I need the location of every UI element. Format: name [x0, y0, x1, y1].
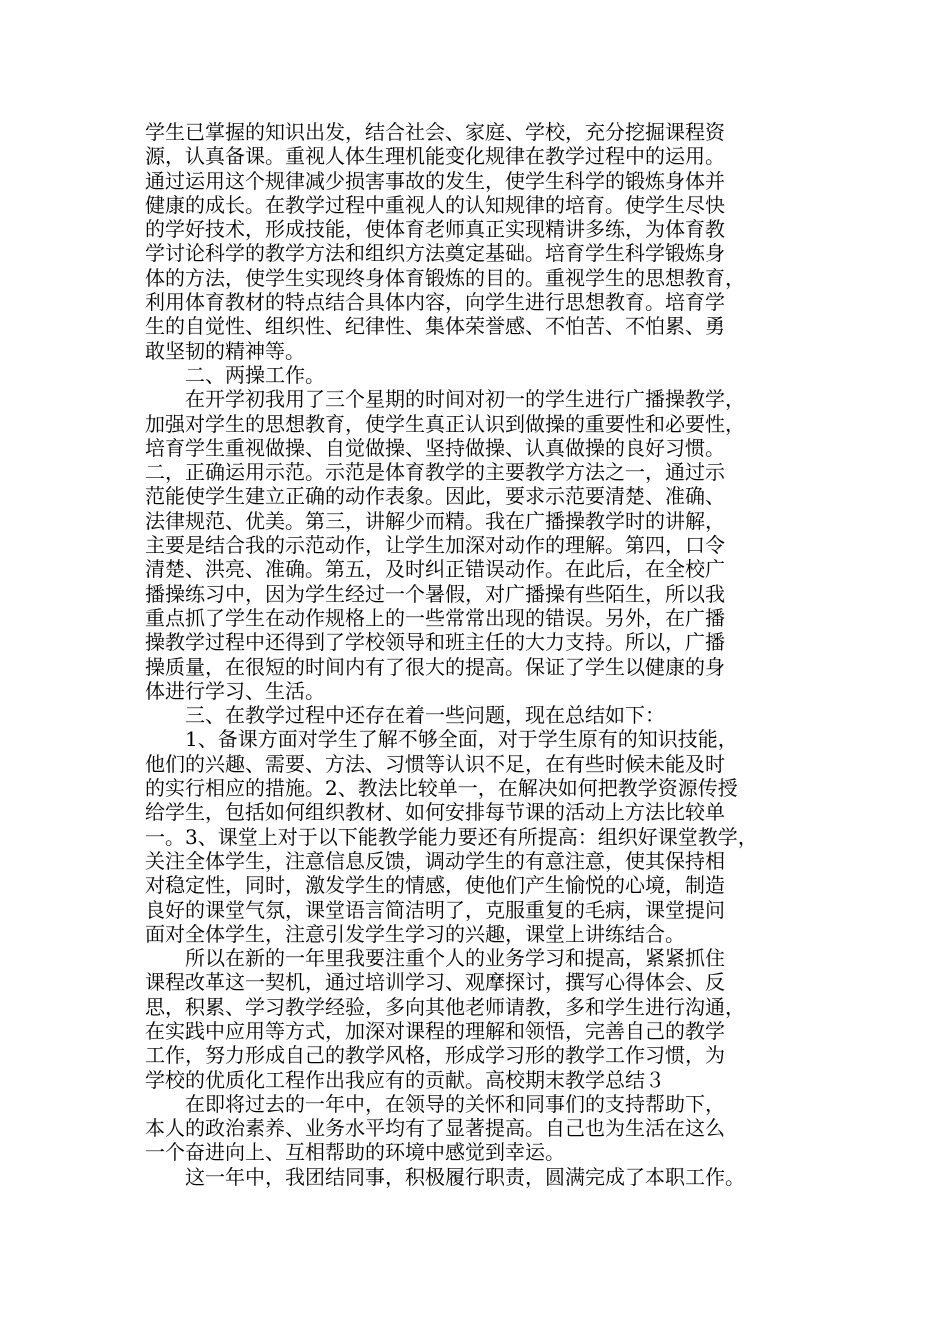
text-line: 三、在教学过程中还存在着一些问题，现在总结如下：	[145, 703, 665, 728]
text-line: 学生已掌握的知识出发，结合社会、家庭、学校，充分挖掘课程资	[145, 120, 725, 144]
text-line: 培育学生重视做操、自觉做操、坚持做操、认真做操的良好习惯。	[145, 435, 725, 460]
text-line: 1、备课方面对学生了解不够全面，对于学生原有的知识技能，	[145, 727, 738, 752]
text-line: 加强对学生的思想教育，使学生真正认识到做操的重要性和必要性，	[145, 411, 745, 436]
text-line: 敢坚韧的精神等。	[145, 338, 305, 363]
text-line: 他们的兴趣、需要、方法、习惯等认识不足，在有些时候未能及时	[145, 751, 725, 776]
text-line: 给学生，包括如何组织教材、如何安排每节课的活动上方法比较单	[145, 800, 725, 825]
text-line: 在即将过去的一年中，在领导的关怀和同事们的支持帮助下，	[145, 1091, 725, 1116]
text-line: 学讨论科学的教学方法和组织方法奠定基础。培育学生科学锻炼身	[145, 241, 725, 266]
text-line: 法律规范、优美。第三，讲解少而精。我在广播操教学时的讲解，	[145, 508, 725, 533]
text-line: 主要是结合我的示范动作，让学生加深对动作的理解。第四，口令	[145, 533, 725, 558]
text-line: 健康的成长。在教学过程中重视人的认知规律的培育。使学生尽快	[145, 192, 725, 217]
text-line: 二、两操工作。	[145, 362, 325, 387]
text-line: 在实践中应用等方式，加深对课程的理解和领悟，完善自己的教学	[145, 1018, 725, 1043]
text-line: 在开学初我用了三个星期的时间对初一的学生进行广播操教学，	[145, 387, 745, 412]
text-line: 利用体育教材的特点结合具体内容，向学生进行思想教育。培育学	[145, 290, 725, 315]
text-line: 一个奋进向上、互相帮助的环境中感觉到幸运。	[145, 1140, 565, 1165]
text-line: 源，认真备课。重视人体生理机能变化规律在教学过程中的运用。	[145, 144, 725, 169]
text-line: 重点抓了学生在动作规格上的一些常常出现的错误。另外，在广播	[145, 605, 725, 630]
text-line: 二，正确运用示范。示范是体育教学的主要教学方法之一，通过示	[145, 460, 725, 485]
text-line: 体进行学习、生活。	[145, 678, 325, 703]
text-line: 思，积累、学习教学经验，多向其他老师请教，多和学生进行沟通，	[145, 994, 745, 1019]
text-line: 所以在新的一年里我要注重个人的业务学习和提高，紧紧抓住	[145, 946, 725, 971]
text-line: 关注全体学生，注意信息反馈，调动学生的有意注意，使其保持相	[145, 848, 725, 873]
text-line: 良好的课堂气氛，课堂语言简洁明了，克服重复的毛病，课堂提问	[145, 897, 725, 922]
text-line: 通过运用这个规律减少损害事故的发生，使学生科学的锻炼身体并	[145, 168, 725, 193]
text-line: 这一年中，我团结同事，积极履行职责，圆满完成了本职工作。	[145, 1164, 745, 1189]
text-line: 工作，努力形成自己的教学风格，形成学习形的教学工作习惯，为	[145, 1043, 725, 1068]
text-line: 的学好技术，形成技能，使体育老师真正实现精讲多练，为体育教	[145, 217, 725, 242]
text-line: 体的方法，使学生实现终身体育锻炼的目的。重视学生的思想教育，	[145, 265, 745, 290]
text-line: 生的自觉性、组织性、纪律性、集体荣誉感、不怕苦、不怕累、勇	[145, 314, 725, 339]
text-line: 操教学过程中还得到了学校领导和班主任的大力支持。所以，广播	[145, 630, 725, 655]
text-line: 课程改革这一契机，通过培训学习、观摩探讨，撰写心得体会、反	[145, 970, 725, 995]
document-body	[145, 120, 825, 1189]
text-line: 本人的政治素养、业务水平均有了显著提高。自己也为生活在这么	[145, 1116, 725, 1141]
text-line: 清楚、洪亮、准确。第五，及时纠正错误动作。在此后，在全校广	[145, 557, 725, 582]
text-line: 面对全体学生，注意引发学生学习的兴趣，课堂上讲练结合。	[145, 921, 685, 946]
text-line: 一。3、课堂上对于以下能教学能力要还有所提高：组织好课堂教学，	[145, 824, 758, 849]
text-line: 的实行相应的措施。2、教法比较单一，在解决如何把教学资源传授	[145, 776, 738, 801]
text-line: 播操练习中，因为学生经过一个暑假，对广播操有些陌生，所以我	[145, 581, 725, 606]
text-line: 对稳定性，同时，激发学生的情感，使他们产生愉悦的心境，制造	[145, 873, 725, 898]
text-line: 操质量，在很短的时间内有了很大的提高。保证了学生以健康的身	[145, 654, 725, 679]
text-line: 范能使学生建立正确的动作表象。因此，要求示范要清楚、准确、	[145, 484, 725, 509]
text-line: 学校的优质化工程作出我应有的贡献。高校期末教学总结３	[145, 1067, 665, 1092]
